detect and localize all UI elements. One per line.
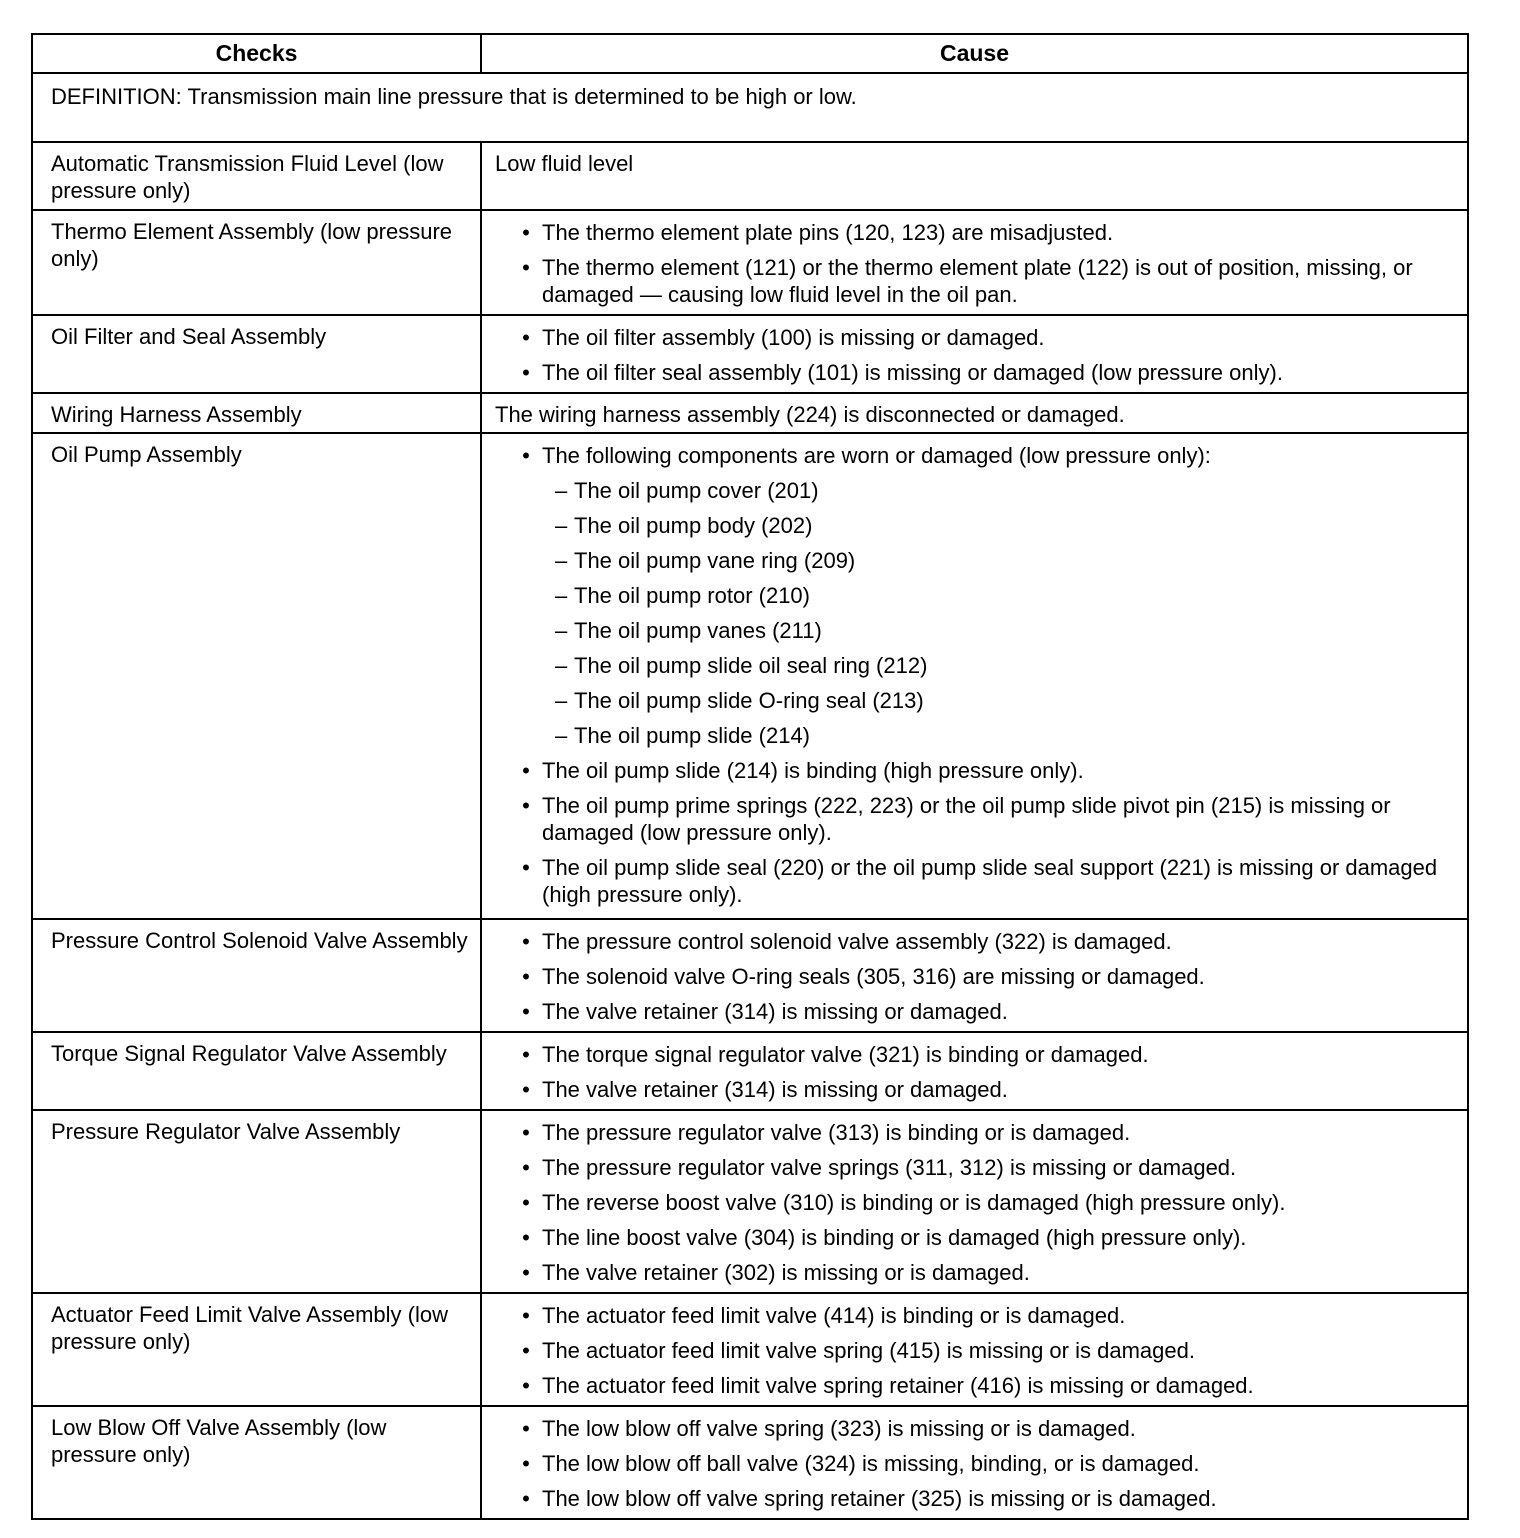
checks-cell <box>32 1110 481 1293</box>
bullet-icon: • <box>522 1225 530 1250</box>
bullet-icon: • <box>522 255 530 280</box>
bullet-icon: • <box>522 443 530 468</box>
cause-text: Low fluid level <box>495 151 634 176</box>
bullet-icon: • <box>522 855 530 880</box>
definition-cell <box>32 73 1468 142</box>
table-row <box>32 919 1468 1032</box>
checks-cell <box>32 919 481 1032</box>
bullet-icon: • <box>522 220 530 245</box>
cause-text: The wiring harness assembly (224) is disconnected or damaged. <box>495 402 1125 427</box>
cause-list <box>482 1407 1467 1518</box>
cause-item-text: The solenoid valve O-ring seals (305, 316) are missing or damaged. <box>542 964 1205 989</box>
checks-cell <box>32 1293 481 1406</box>
sub-item-text: The oil pump slide oil seal ring (212) <box>574 653 928 678</box>
bullet-icon: • <box>522 929 530 954</box>
bullet-icon: • <box>522 758 530 783</box>
diagnosis-table <box>31 33 1469 1520</box>
checks-cell <box>32 210 481 315</box>
cause-list <box>482 434 1467 914</box>
cause-cell <box>481 433 1468 919</box>
check-label: Pressure Control Solenoid Valve Assembly <box>51 928 468 953</box>
check-label: Wiring Harness Assembly <box>51 402 302 427</box>
sub-item-text: The oil pump rotor (210) <box>574 583 810 608</box>
cause-list <box>482 1294 1467 1405</box>
cause-item-text: The line boost valve (304) is binding or is damaged (high pressure only). <box>542 1225 1247 1250</box>
list-item <box>482 324 1457 351</box>
cause-column-header: Cause <box>481 34 1468 73</box>
list-item <box>482 1154 1457 1181</box>
cause-item-text: The valve retainer (302) is missing or is damaged. <box>542 1260 1030 1285</box>
checks-column-header: Checks <box>32 34 481 73</box>
cause-item-text: The valve retainer (314) is missing or damaged. <box>542 1077 1008 1102</box>
list-item <box>482 1041 1457 1068</box>
check-label: Actuator Feed Limit Valve Assembly (low pressure only) <box>51 1302 448 1354</box>
list-item <box>482 1372 1457 1399</box>
sub-list-item <box>542 687 1457 714</box>
sub-list-item <box>542 547 1457 574</box>
dash-icon: – <box>555 478 568 503</box>
list-item <box>482 219 1457 246</box>
bullet-icon: • <box>522 1120 530 1145</box>
cause-cell <box>481 1032 1468 1110</box>
cause-item-text: The pressure regulator valve springs (311, 312) is missing or damaged. <box>542 1155 1237 1180</box>
sub-list-item <box>542 722 1457 749</box>
cause-item-text: The oil pump slide (214) is binding (high pressure only). <box>542 758 1084 783</box>
checks-cell <box>32 1032 481 1110</box>
cause-item-text: The actuator feed limit valve spring (415) is missing or is damaged. <box>542 1338 1195 1363</box>
cause-cell <box>481 1293 1468 1406</box>
bullet-icon: • <box>522 1042 530 1067</box>
sub-list-item <box>542 582 1457 609</box>
table-row <box>32 1032 1468 1110</box>
sub-item-text: The oil pump vanes (211) <box>574 618 822 643</box>
check-label: Automatic Transmission Fluid Level (low pressure only) <box>51 151 444 203</box>
list-item <box>482 1224 1457 1251</box>
list-item <box>482 928 1457 955</box>
cause-item-text: The oil filter assembly (100) is missing or damaged. <box>542 325 1045 350</box>
cause-list <box>482 1033 1467 1109</box>
checks-cell <box>32 393 481 433</box>
checks-cell <box>32 1406 481 1519</box>
bullet-icon: • <box>522 793 530 818</box>
list-item <box>482 1259 1457 1286</box>
check-label: Low Blow Off Valve Assembly (low pressure only) <box>51 1415 387 1467</box>
cause-cell <box>481 315 1468 393</box>
cause-item-text: The oil filter seal assembly (101) is missing or damaged (low pressure only). <box>542 360 1283 385</box>
dash-icon: – <box>555 688 568 713</box>
table-row <box>32 393 1468 433</box>
table-row <box>32 433 1468 919</box>
check-label: Oil Pump Assembly <box>51 442 242 467</box>
bullet-icon: • <box>522 360 530 385</box>
cause-item-text: The thermo element (121) or the thermo element plate (122) is out of position, missing, or damaged — causing low fluid level in the oil pan. <box>542 255 1413 307</box>
bullet-icon: • <box>522 1451 530 1476</box>
dash-icon: – <box>555 723 568 748</box>
cause-item-text: The actuator feed limit valve (414) is binding or is damaged. <box>542 1303 1126 1328</box>
cause-cell <box>481 1110 1468 1293</box>
checks-cell <box>32 433 481 919</box>
table-row <box>32 142 1468 210</box>
definition-text: DEFINITION: Transmission main line pressure that is determined to be high or low. <box>51 84 857 109</box>
bullet-icon: • <box>522 1416 530 1441</box>
cause-item-text: The low blow off ball valve (324) is missing, binding, or is damaged. <box>542 1451 1200 1476</box>
sub-item-text: The oil pump vane ring (209) <box>574 548 856 573</box>
cause-item-text: The oil pump prime springs (222, 223) or the oil pump slide pivot pin (215) is missing or damaged (low pressure only). <box>542 793 1391 845</box>
sub-list-item <box>542 652 1457 679</box>
cause-cell <box>481 1406 1468 1519</box>
list-item <box>482 963 1457 990</box>
sub-item-text: The oil pump slide O-ring seal (213) <box>574 688 924 713</box>
list-item <box>482 1450 1457 1477</box>
list-item <box>482 254 1457 308</box>
dash-icon: – <box>555 583 568 608</box>
sub-item-text: The oil pump slide (214) <box>574 723 811 748</box>
cause-item-text: The torque signal regulator valve (321) is binding or damaged. <box>542 1042 1149 1067</box>
cause-list <box>482 316 1467 392</box>
list-item <box>482 854 1457 908</box>
cause-item-text: The following components are worn or damaged (low pressure only): <box>542 443 1211 468</box>
cause-cell <box>481 919 1468 1032</box>
list-item <box>482 359 1457 386</box>
sub-item-text: The oil pump cover (201) <box>574 478 819 503</box>
cause-cell <box>481 210 1468 315</box>
bullet-icon: • <box>522 1077 530 1102</box>
cause-list <box>482 1111 1467 1292</box>
table-header-row <box>32 34 1468 73</box>
bullet-icon: • <box>522 1190 530 1215</box>
definition-row <box>32 73 1468 142</box>
bullet-icon: • <box>522 1486 530 1511</box>
check-label: Pressure Regulator Valve Assembly <box>51 1119 401 1144</box>
list-item <box>482 1119 1457 1146</box>
list-item <box>482 1189 1457 1216</box>
list-item <box>482 1337 1457 1364</box>
bullet-icon: • <box>522 1155 530 1180</box>
checks-cell <box>32 315 481 393</box>
list-item <box>482 1076 1457 1103</box>
list-item <box>482 1302 1457 1329</box>
list-item <box>482 792 1457 846</box>
bullet-icon: • <box>522 1303 530 1328</box>
bullet-icon: • <box>522 1338 530 1363</box>
list-item <box>482 1415 1457 1442</box>
cause-item-text: The pressure regulator valve (313) is binding or is damaged. <box>542 1120 1131 1145</box>
cause-item-text: The valve retainer (314) is missing or damaged. <box>542 999 1008 1024</box>
sub-list-item <box>542 477 1457 504</box>
list-item <box>482 1485 1457 1512</box>
bullet-icon: • <box>522 1373 530 1398</box>
cause-list <box>482 920 1467 1031</box>
cause-item-text: The oil pump slide seal (220) or the oil pump slide seal support (221) is missing or damaged (high pressure only). <box>542 855 1438 907</box>
checks-cell <box>32 142 481 210</box>
bullet-icon: • <box>522 999 530 1024</box>
check-label: Torque Signal Regulator Valve Assembly <box>51 1041 447 1066</box>
bullet-icon: • <box>522 1260 530 1285</box>
cause-cell <box>481 393 1468 433</box>
list-item <box>482 757 1457 784</box>
sub-list-item <box>542 617 1457 644</box>
cause-cell <box>481 142 1468 210</box>
bullet-icon: • <box>522 964 530 989</box>
table-row <box>32 1110 1468 1293</box>
sub-list-item <box>542 512 1457 539</box>
table-row <box>32 315 1468 393</box>
dash-icon: – <box>555 618 568 643</box>
cause-item-text: The thermo element plate pins (120, 123) are misadjusted. <box>542 220 1114 245</box>
check-label: Thermo Element Assembly (low pressure only) <box>51 219 453 271</box>
check-label: Oil Filter and Seal Assembly <box>51 324 327 349</box>
table-row <box>32 210 1468 315</box>
cause-list <box>482 211 1467 314</box>
sub-list <box>542 477 1457 749</box>
list-item <box>482 442 1457 749</box>
table-row <box>32 1406 1468 1519</box>
list-item <box>482 998 1457 1025</box>
cause-item-text: The low blow off valve spring retainer (325) is missing or is damaged. <box>542 1486 1217 1511</box>
sub-item-text: The oil pump body (202) <box>574 513 813 538</box>
bullet-icon: • <box>522 325 530 350</box>
dash-icon: – <box>555 513 568 538</box>
cause-item-text: The pressure control solenoid valve assembly (322) is damaged. <box>542 929 1172 954</box>
cause-item-text: The reverse boost valve (310) is binding or is damaged (high pressure only). <box>542 1190 1286 1215</box>
dash-icon: – <box>555 548 568 573</box>
cause-item-text: The actuator feed limit valve spring retainer (416) is missing or damaged. <box>542 1373 1254 1398</box>
table-row <box>32 1293 1468 1406</box>
dash-icon: – <box>555 653 568 678</box>
cause-item-text: The low blow off valve spring (323) is missing or is damaged. <box>542 1416 1136 1441</box>
